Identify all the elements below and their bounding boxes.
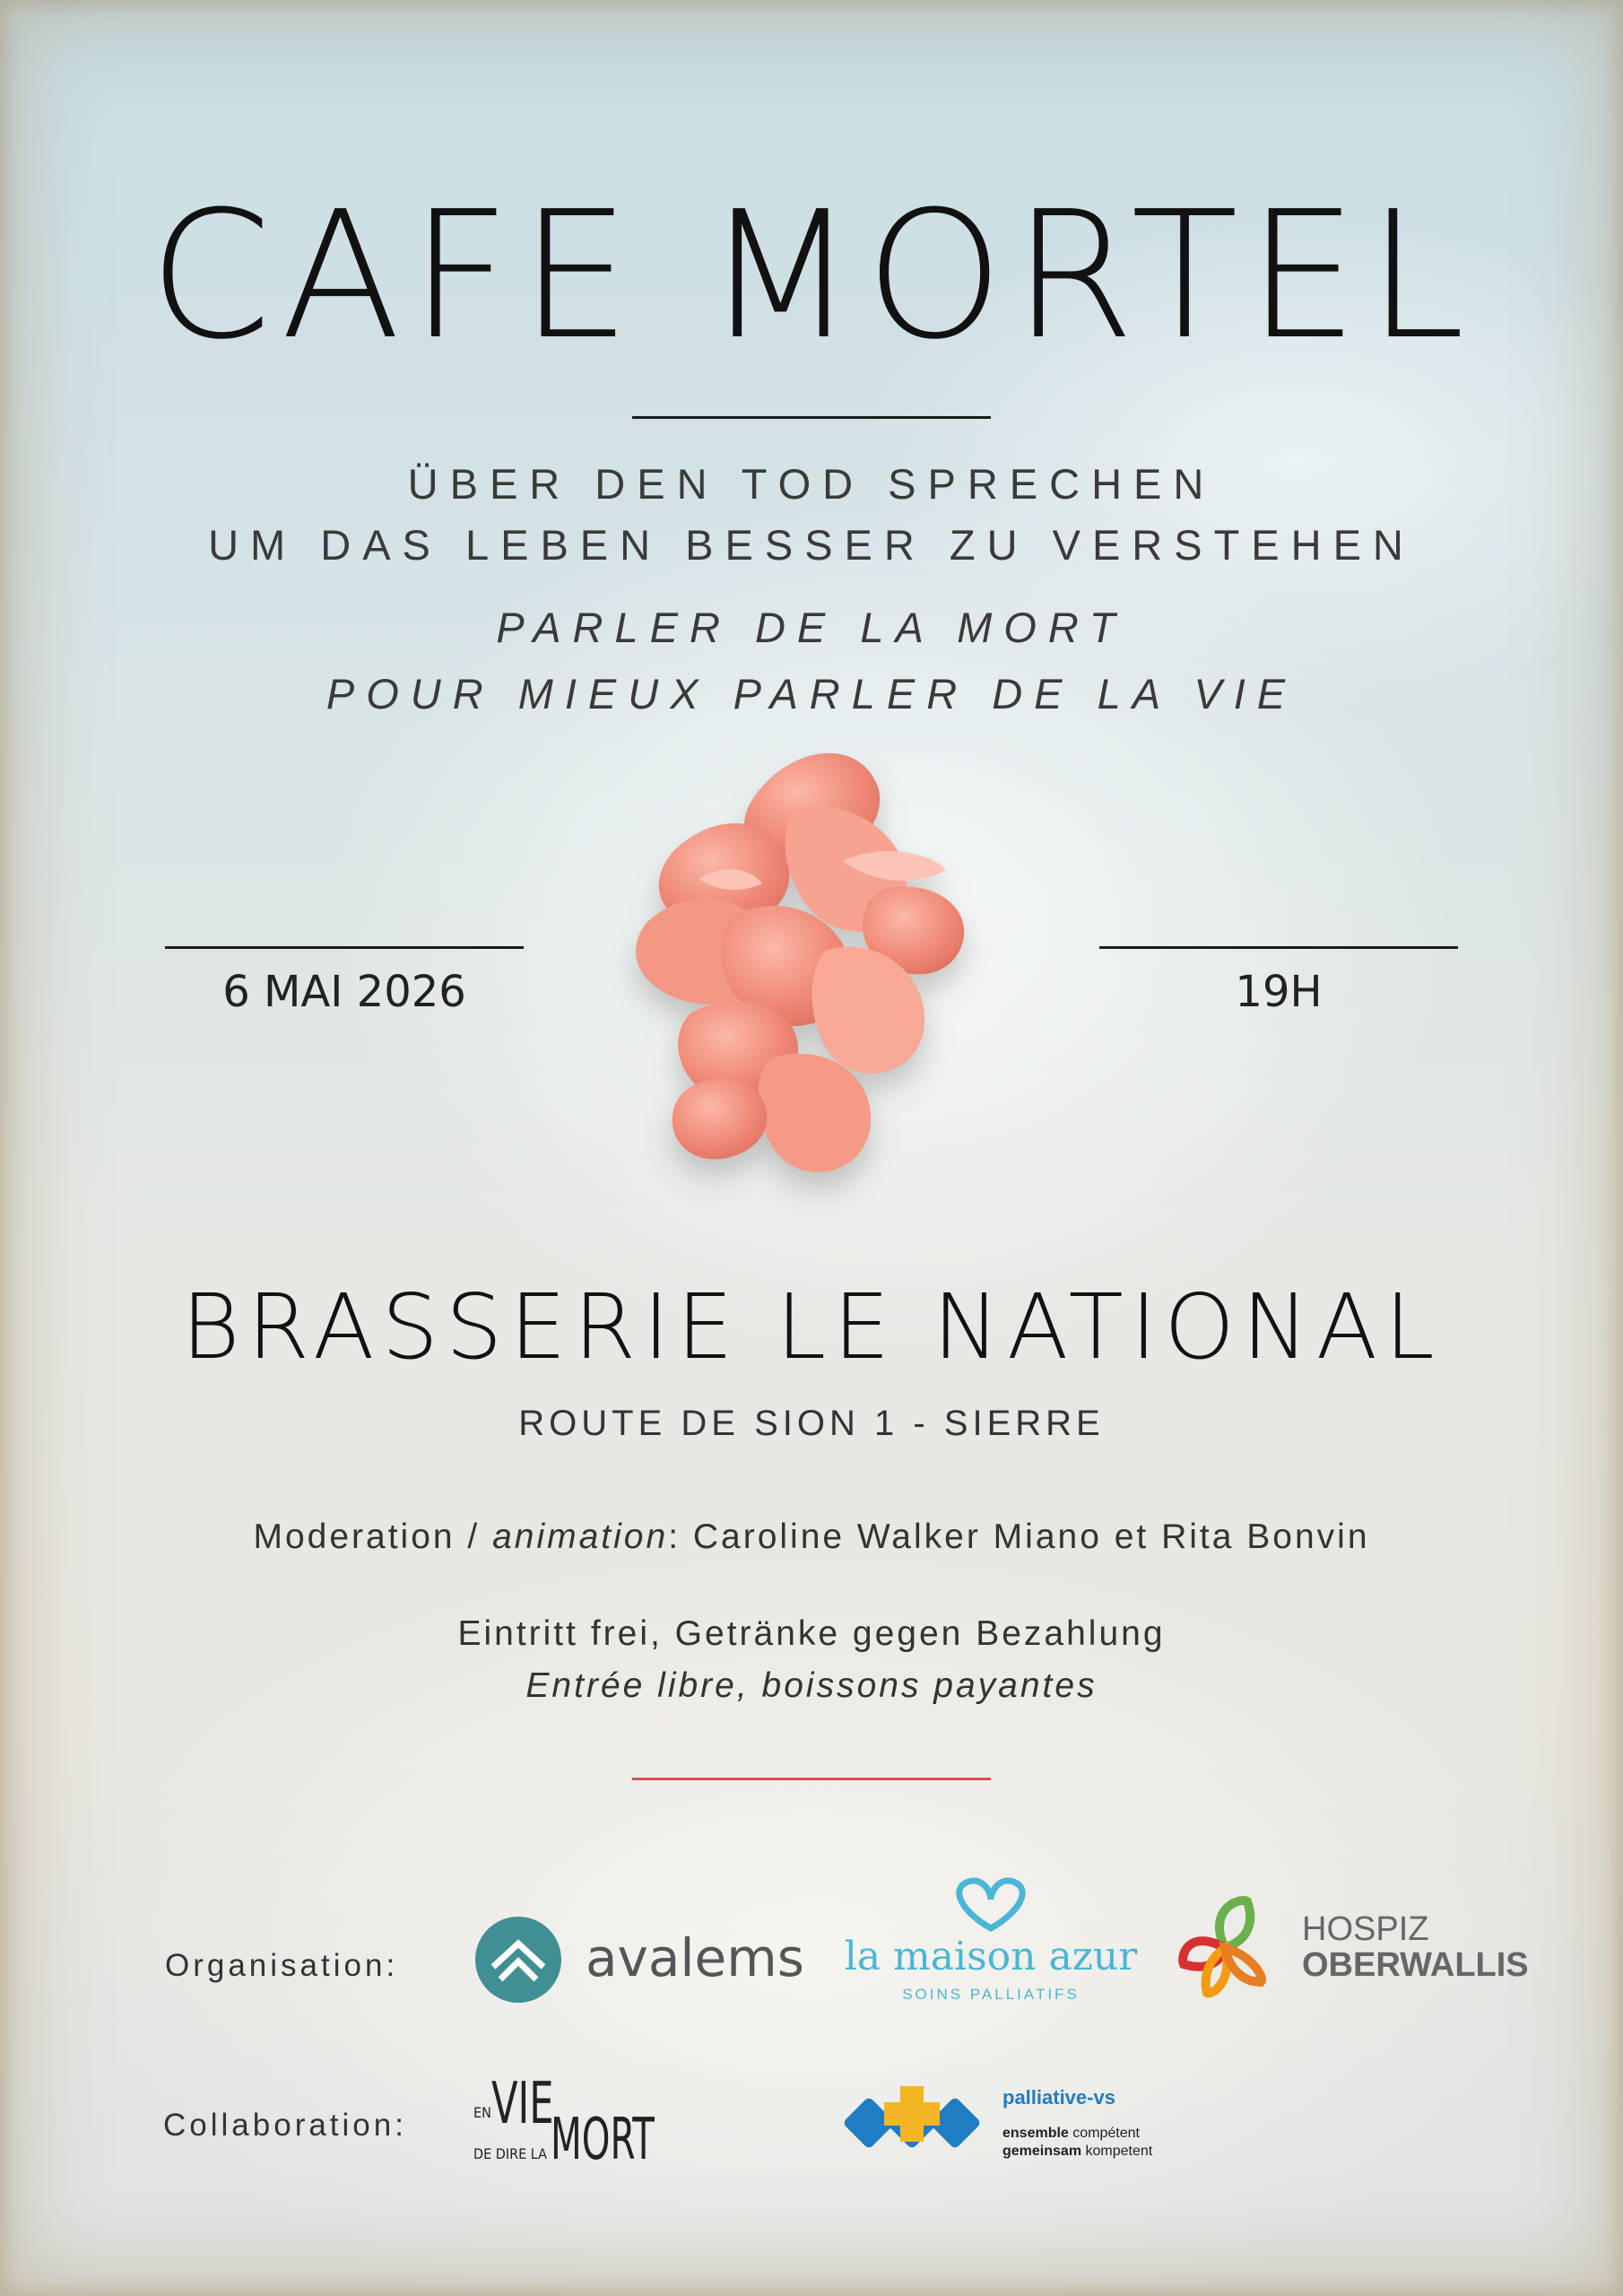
- event-date: 6 MAI 2026: [222, 967, 466, 1017]
- moderation-names: : Caroline Walker Miano et Rita Bonvin: [668, 1518, 1370, 1556]
- palliative-line-1-rest: compétent: [1068, 2126, 1140, 2141]
- oberwallis-text: OBERWALLIS: [1302, 1946, 1529, 1984]
- moderation-label-de: Moderation /: [253, 1518, 493, 1556]
- tagline-fr-line-1: PARLER DE LA MORT: [496, 604, 1127, 651]
- venue-address: ROUTE DE SION 1 - SIERRE: [518, 1404, 1105, 1443]
- moderation-label-fr: animation: [492, 1518, 669, 1556]
- time-rule: [1099, 946, 1458, 949]
- de-dire-la-text: DE DIRE LA: [473, 2145, 547, 2162]
- event-time: 19H: [1235, 967, 1323, 1017]
- date-rule: [165, 946, 524, 949]
- tagline-fr-line-2: POUR MIEUX PARLER DE LA VIE: [325, 670, 1298, 718]
- palliative-line-1-bold: ensemble: [1002, 2126, 1069, 2141]
- mort-text: MORT: [551, 2107, 655, 2173]
- entry-de: Eintritt frei, Getränke gegen Bezahlung: [457, 1614, 1166, 1653]
- hospiz-text: HOSPIZ: [1302, 1910, 1429, 1948]
- tagline-de-line-2: UM DAS LEBEN BESSER ZU VERSTEHEN: [208, 521, 1415, 569]
- venue-name: BRASSERIE LE NATIONAL: [181, 1274, 1442, 1379]
- moderation-line: [0, 1518, 1623, 1557]
- en-vie-mort-logo: [473, 2071, 671, 2173]
- maison-azur-wordmark: la maison azur: [844, 1934, 1138, 1979]
- heart-icon: [942, 1874, 1040, 1937]
- avalems-logo: [473, 1915, 804, 2005]
- vie-en-text: EN: [473, 2104, 491, 2121]
- collaboration-label: Collaboration:: [163, 2108, 407, 2143]
- entry-fr: Entrée libre, boissons payantes: [525, 1666, 1098, 1705]
- palliative-line-1: [1002, 2126, 1140, 2142]
- avalems-wordmark: avalems: [586, 1927, 804, 1988]
- maison-azur-logo: [843, 1874, 1139, 2009]
- palliative-line-2: [1002, 2144, 1152, 2160]
- vie-text: VIE: [491, 2071, 554, 2137]
- palliative-line-2-bold: gemeinsam: [1002, 2144, 1082, 2159]
- palliative-vs-logo: [843, 2079, 1202, 2169]
- palliative-name: palliative-vs: [1002, 2086, 1115, 2109]
- maison-azur-subtitle: SOINS PALLIATIFS: [902, 1986, 1080, 2003]
- title-divider: [632, 416, 991, 419]
- avalems-mountain-icon: [473, 1915, 563, 2005]
- accent-divider: [632, 1778, 991, 1780]
- hospiz-oberwallis-logo: [1171, 1892, 1530, 2005]
- tagline-de-line-1: ÜBER DEN TOD SPRECHEN: [407, 460, 1216, 508]
- poster-title: CAFE MORTEL: [149, 174, 1474, 378]
- palliative-line-2-rest: kompetent: [1081, 2144, 1153, 2159]
- rose-petals-image: [592, 718, 1040, 1220]
- hospiz-leaf-icon: [1171, 1892, 1279, 2005]
- organisation-label: Organisation:: [165, 1948, 399, 1983]
- palliative-cross-icon: [843, 2079, 982, 2164]
